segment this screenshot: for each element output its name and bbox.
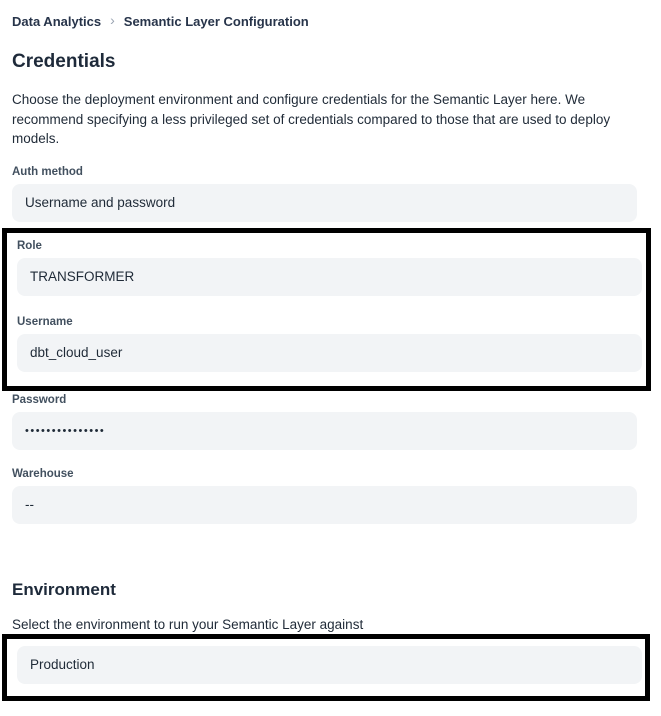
credentials-description: Choose the deployment environment and configure credentials for the Semantic Layer here. We recommend specifying a less privileged set of credentials compared to those that are used to deploy models. bbox=[12, 92, 611, 146]
environment-field-group bbox=[17, 646, 642, 684]
breadcrumb bbox=[12, 13, 661, 30]
auth-method-label: Auth method bbox=[12, 165, 83, 178]
username-input[interactable]: dbt_cloud_user bbox=[17, 334, 642, 372]
role-label: Role bbox=[17, 239, 42, 252]
credentials-heading: Credentials bbox=[12, 51, 116, 72]
environment-heading: Environment bbox=[12, 579, 116, 599]
breadcrumb-item-data-analytics[interactable]: Data Analytics bbox=[12, 14, 102, 29]
environment-select[interactable]: Production bbox=[17, 646, 642, 684]
password-masked-value: ••••••••••••••• bbox=[25, 424, 106, 437]
warehouse-field-group bbox=[12, 467, 637, 524]
password-input[interactable] bbox=[12, 412, 637, 450]
breadcrumb-item-semantic-layer-configuration: Semantic Layer Configuration bbox=[123, 14, 309, 29]
environment-description: Select the environment to run your Semantic Layer against bbox=[12, 616, 364, 632]
annotation-box-environment bbox=[2, 634, 650, 701]
role-field-group bbox=[17, 239, 642, 296]
chevron-right-icon: › bbox=[110, 12, 115, 28]
role-input[interactable]: TRANSFORMER bbox=[17, 258, 642, 296]
auth-method-select[interactable]: Username and password bbox=[12, 184, 637, 222]
username-field-group bbox=[17, 315, 642, 372]
auth-method-field-group bbox=[12, 165, 637, 222]
username-label: Username bbox=[17, 315, 73, 328]
warehouse-input[interactable]: -- bbox=[12, 486, 637, 524]
annotation-box-role-username bbox=[2, 228, 651, 391]
password-field-group bbox=[12, 393, 637, 450]
password-label: Password bbox=[12, 393, 67, 406]
warehouse-label: Warehouse bbox=[12, 467, 74, 480]
